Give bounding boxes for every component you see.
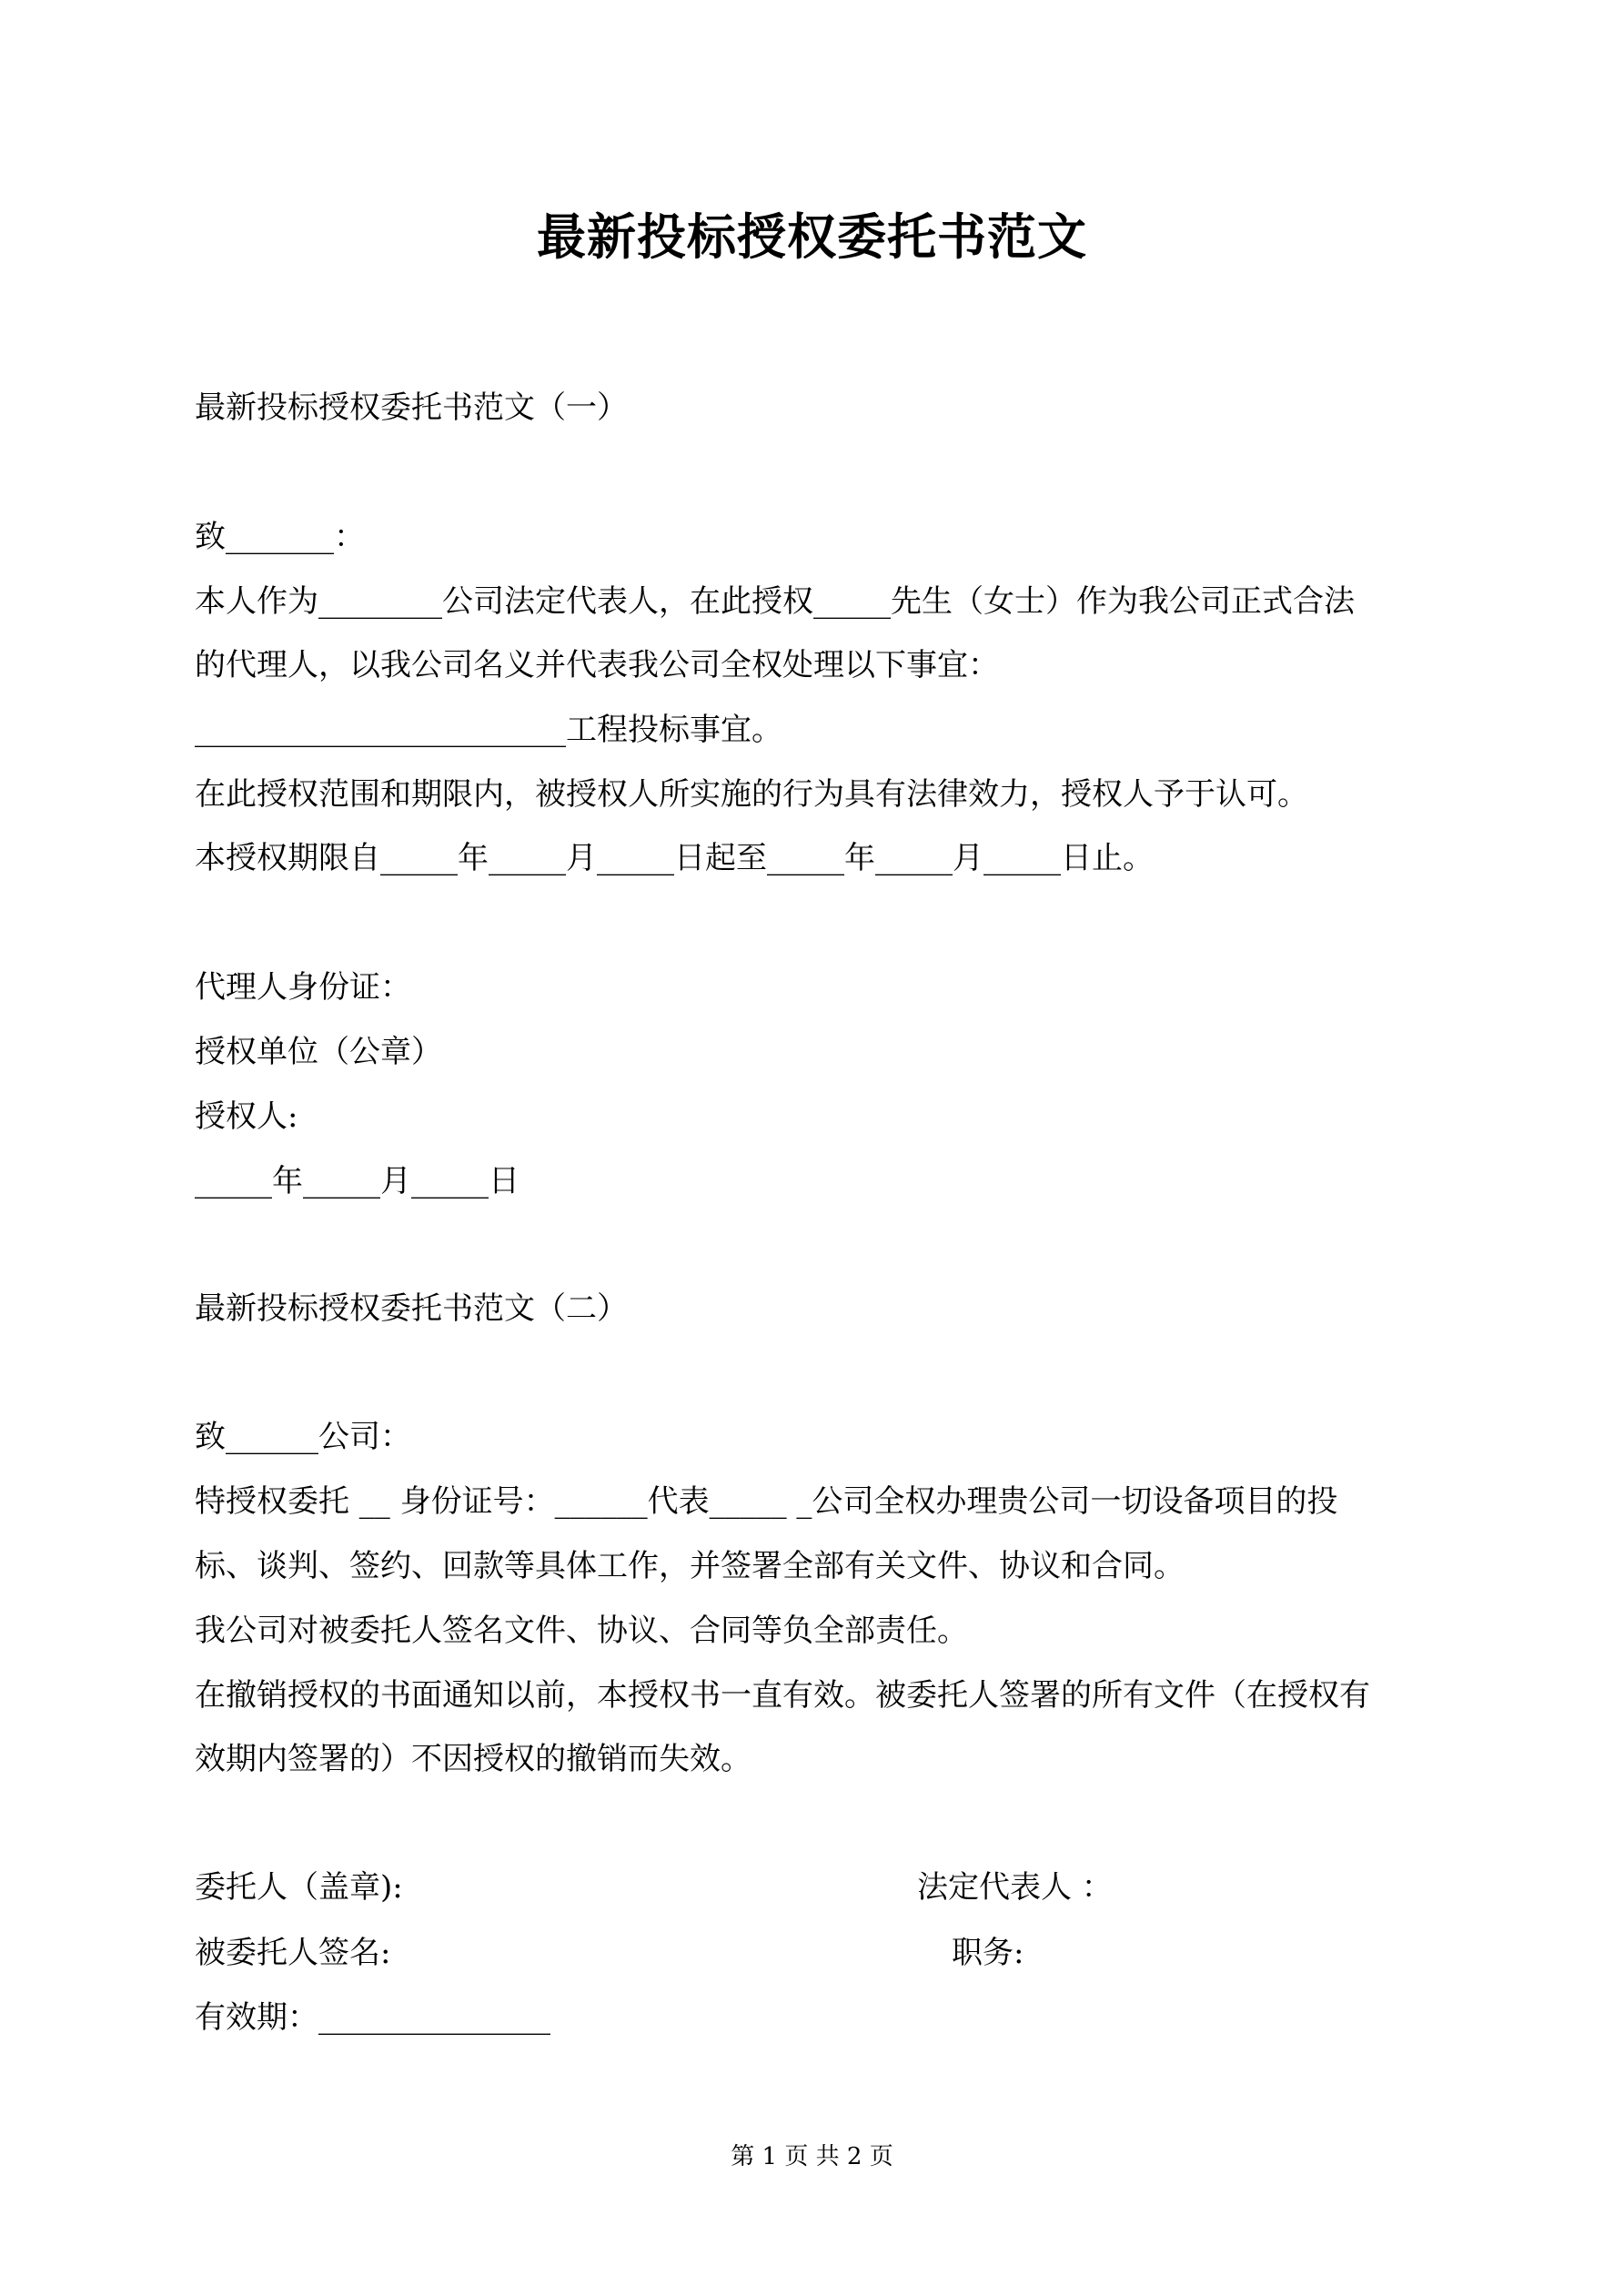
- section1-agent-id: 代理人身份证：: [195, 969, 411, 1006]
- section1-unit-seal: 授权单位（公章）: [195, 1034, 442, 1070]
- section1-body-line2: 的代理人，以我公司名义并代表我公司全权处理以下事宜：: [195, 647, 999, 683]
- section2-legal-rep: 法定代表人 ：: [917, 1869, 1113, 1906]
- section1-heading: 最新投标授权委托书范文（一）: [195, 389, 628, 426]
- section2-validity: 有效期：_______________: [195, 1999, 550, 2036]
- section1-authorizer: 授权人:: [195, 1098, 298, 1135]
- section2-principal: 委托人（盖章):: [195, 1869, 403, 1906]
- section2-heading: 最新投标授权委托书范文（二）: [195, 1290, 628, 1327]
- page-footer: 第 1 页 共 2 页: [731, 2143, 893, 2170]
- section2-body-line4: 在撤销授权的书面通知以前，本授权书一直有效。被委托人签署的所有文件（在授权有: [195, 1677, 1370, 1714]
- section2-body-line1: 特授权委托 __ 身份证号：______代表_____ _公司全权办理贵公司一切设备项目的投: [195, 1483, 1338, 1520]
- section2-trustee-sign: 被委托人签名:: [195, 1935, 391, 1971]
- section2-position: 职务:: [952, 1935, 1024, 1971]
- section1-body-line3: ________________________工程投标事宜。: [195, 712, 782, 748]
- section1-body-line1: 本人作为________公司法定代表人，在此授权_____先生（女士）作为我公司正式合法: [195, 583, 1355, 620]
- section1-date-line: _____年_____月_____日: [195, 1163, 519, 1199]
- section1-body-line4: 在此授权范围和期限内，被授权人所实施的行为具有法律效力，授权人予于认可。: [195, 776, 1308, 813]
- section1-body-line5: 本授权期限自_____年_____月_____日起至_____年_____月_____日止。: [195, 840, 1154, 876]
- section1-to-line: 致_______：: [195, 519, 365, 555]
- section2-body-line2: 标、谈判、签约、回款等具体工作，并签署全部有关文件、协议和合同。: [195, 1548, 1185, 1584]
- section2-body-line5: 效期内签署的）不因授权的撤销而失效。: [195, 1741, 751, 1777]
- document-title: 最新投标授权委托书范文: [537, 207, 1087, 266]
- section2-to-line: 致______公司：: [195, 1419, 411, 1455]
- section2-body-line3: 我公司对被委托人签名文件、协议、合同等负全部责任。: [195, 1613, 968, 1649]
